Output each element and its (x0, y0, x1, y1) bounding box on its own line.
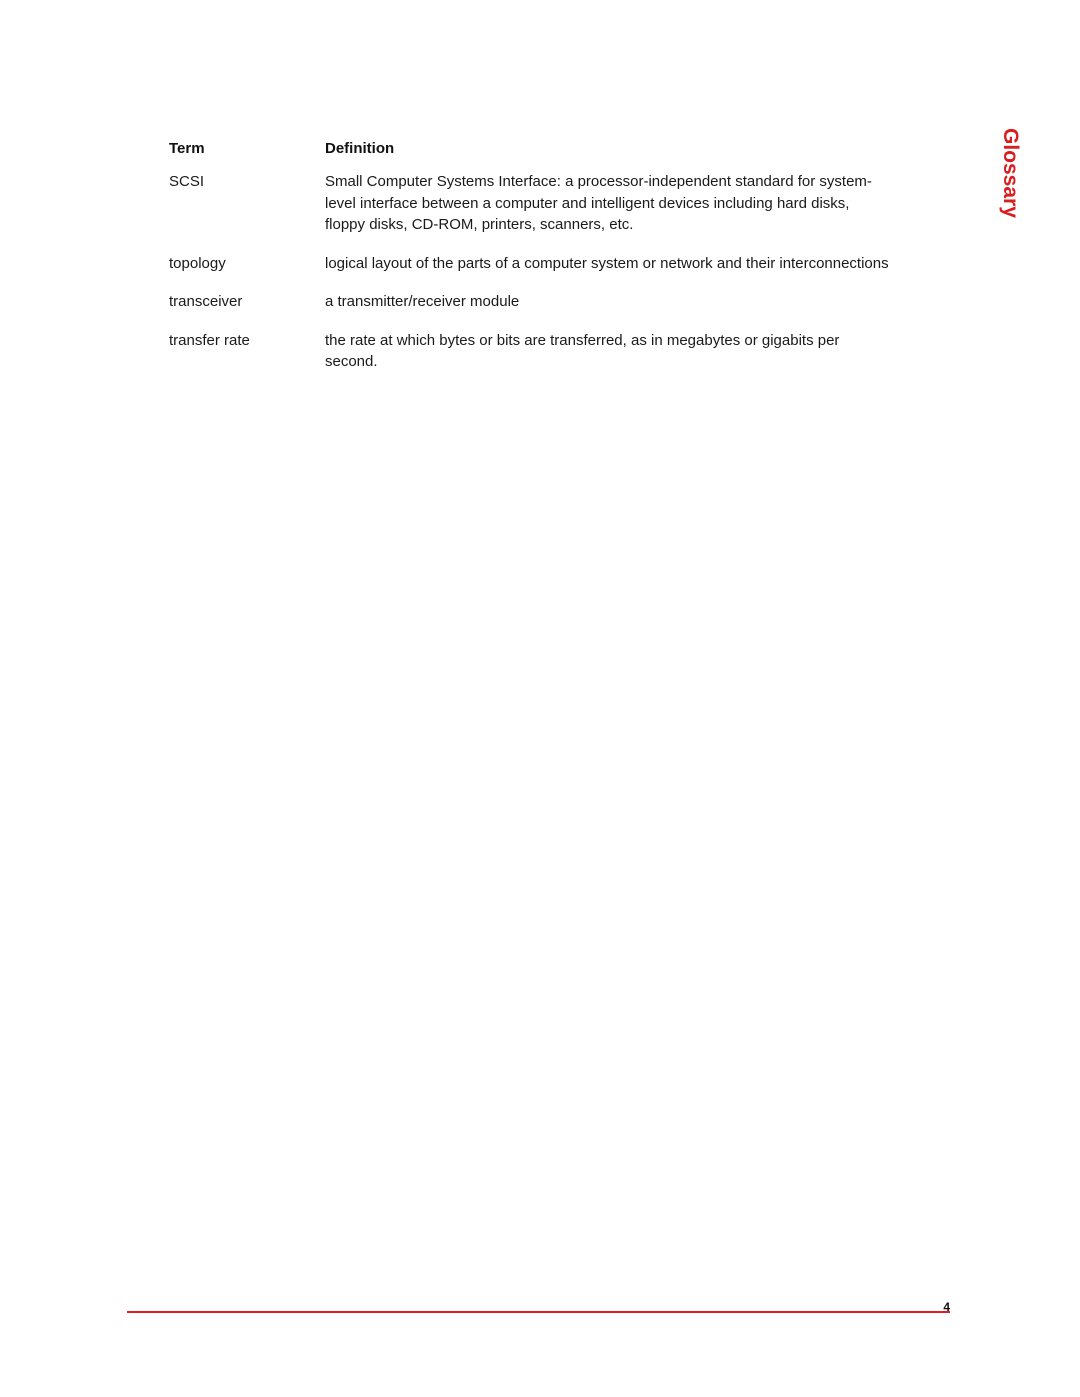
glossary-side-tab (999, 128, 1042, 240)
term-cell: SCSI (169, 173, 205, 190)
definition-cell: the rate at which bytes or bits are transferred, as in megabytes or gigabits per second. (325, 331, 840, 370)
footer-divider (127, 1311, 950, 1313)
definition-column-header: Definition (325, 140, 395, 157)
term-cell: transfer rate (169, 331, 250, 349)
definition-cell: logical layout of the parts of a computer system or network and their interconnections (325, 254, 889, 272)
glossary-table (169, 133, 889, 390)
table-row (169, 253, 889, 275)
definition-cell: a transmitter/receiver module (325, 293, 520, 310)
glossary-tab-label: Glossary (999, 128, 1022, 218)
table-header (169, 133, 889, 157)
term-column-header: Term (169, 140, 205, 157)
definition-cell: Small Computer Systems Interface: a processor-independent standard for system-level interface between a computer and intelligent devices including hard disks, floppy disks, CD-ROM, printers, scanners, etc. (325, 173, 872, 233)
term-cell: transceiver (169, 293, 243, 310)
table-row (169, 171, 889, 236)
term-cell: topology (169, 254, 226, 272)
page-number: 4 (943, 1300, 950, 1314)
table-row (169, 291, 889, 313)
table-row (169, 330, 889, 373)
